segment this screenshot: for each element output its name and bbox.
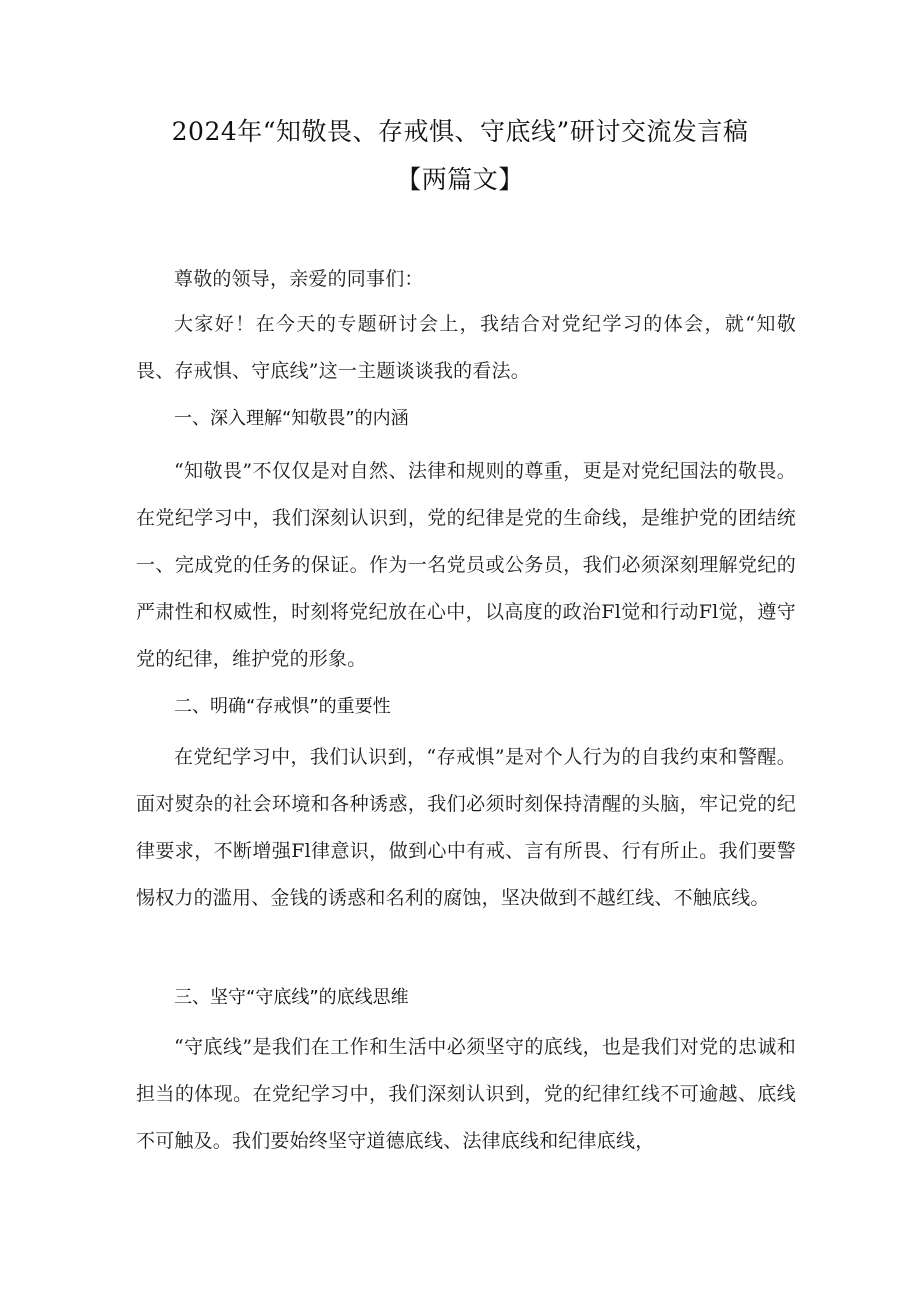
section-heading-3: 三、坚守“守底线”的底线思维 (174, 987, 409, 1008)
intro-paragraph: 大家好！在今天的专题研讨会上，我结合对党纪学习的体会，就“知敬畏、存戒惧、守底线”这一主题谈谈我的看法。 (136, 313, 796, 382)
section-heading-1: 一、深入理解“知敬畏”的内涵 (174, 408, 409, 429)
section-body-2: 在党纪学习中，我们认识到，“存戒惧”是对个人行为的自我约束和警醒。面对熨杂的社会环境和各种诱惑，我们必须时刻保持清醒的头脑，牢记党的纪律要求，不断增强Fl律意识，做到心中有戒、言有所畏、行有所止。我们要警惕权力的滥用、金钱的诱惑和名利的腐蚀，坚决做到不越红线、不触底线。 (136, 746, 796, 909)
greeting-paragraph: 尊敬的领导，亲爱的同事们： (174, 268, 424, 290)
section-body-1: “知敬畏”不仅仅是对自然、法律和规则的尊重，更是对党纪国法的敬畏。在党纪学习中，我们深刻认识到，党的纪律是党的生命线，是维护党的团结统一、完成党的任务的保证。作为一名党员或公务员，我们必须深刻理解党纪的严肃性和权威性，时刻将党纪放在心中，以高度的政治Fl觉和行动Fl觉，遵守党的纪律，维护党的形象。 (136, 460, 796, 670)
document-title: 2024年“知敬畏、存戒惧、守底线”研讨交流发言稿 (171, 117, 749, 146)
section-body-3: “守底线”是我们在工作和生活中必须坚守的底线，也是我们对党的忠诚和担当的体现。在党纪学习中，我们深刻认识到，党的纪律红线不可逾越、底线不可触及。我们要始终坚守道德底线、法律底线和纪律底线， (136, 1036, 796, 1152)
section-heading-2: 二、明确“存戒惧”的重要性 (174, 696, 391, 717)
document-subtitle: 【两篇文】 (396, 165, 524, 194)
